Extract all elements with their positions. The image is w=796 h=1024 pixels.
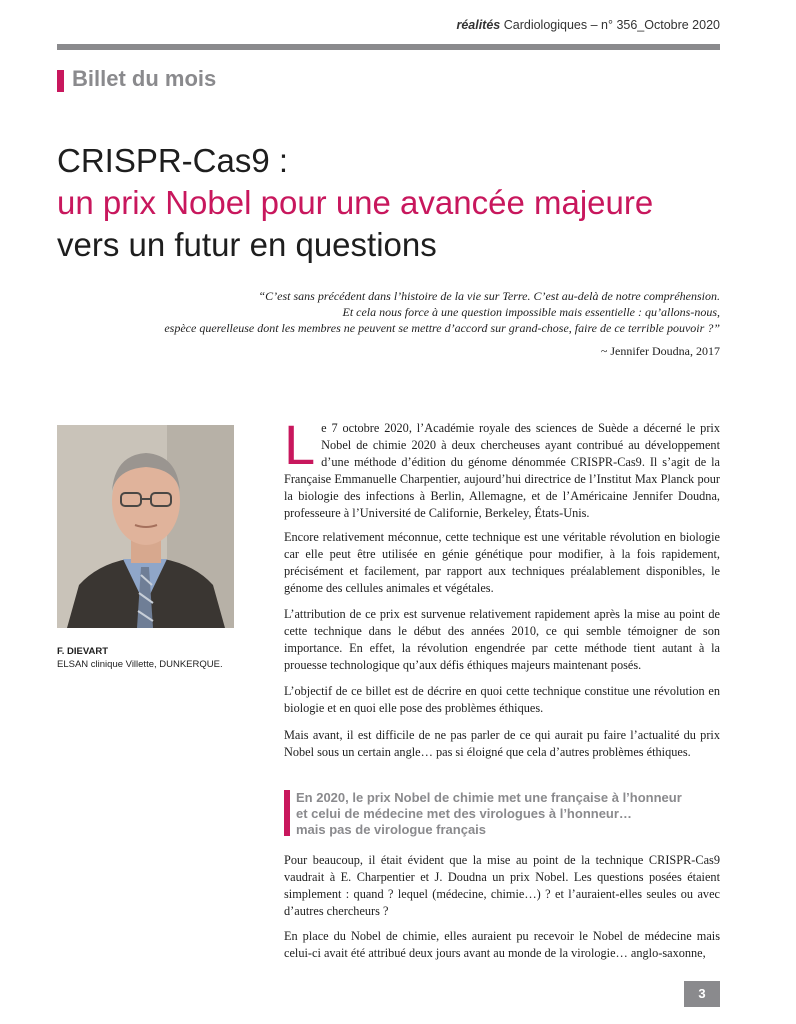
page-number: 3 (684, 981, 720, 1007)
paragraph-7 (284, 928, 720, 962)
pull-quote-line-1: En 2020, le prix Nobel de chimie met une française à l’honneur (296, 790, 682, 805)
top-rule (57, 44, 720, 50)
paragraph-5-text: Mais avant, il est difficile de ne pas parler de ce qui aurait pu faire l’actualité du prix Nobel sous un certain angle… pas si éloigné que cela d’autres problèmes éthiques. (284, 728, 720, 759)
title-line-2: un prix Nobel pour une avancée majeure (57, 184, 654, 221)
epigraph-line-1: “C’est sans précédent dans l’histoire de la vie sur Terre. C’est au-delà de notre compréhension. (258, 289, 720, 303)
pull-quote-accent-bar (284, 790, 290, 836)
author-affiliation: ELSAN clinique Villette, DUNKERQUE. (57, 659, 223, 670)
article-title (57, 140, 737, 266)
paragraph-3-text: L’attribution de ce prix est survenue relativement rapidement après la mise au point de cette technique dans le début des années 2010, ce qui semble témoigner de son importance. En effet, la révolution engendrée par cette méthode tient autant à la prouesse technologique qu’aux défis éthiques majeurs maintenant posés. (284, 607, 720, 672)
drop-cap: L (284, 413, 316, 476)
paragraph-2-text: Encore relativement méconnue, cette technique est une véritable révolution en biologie car elle peut être utilisée en génie génétique pour modifier, à la fois rapidement, précisément et facilement, par rapport aux techniques préalablement disponibles, le génome des cellules animales et végétales. (284, 530, 720, 595)
epigraph-author: ~ Jennifer Doudna, 2017 (600, 344, 720, 358)
journal-header (456, 18, 720, 32)
paragraph-3 (284, 606, 720, 674)
paragraph-2 (284, 529, 720, 597)
journal-brand: réalités (456, 18, 501, 32)
paragraph-1-text: e 7 octobre 2020, l’Académie royale des sciences de Suède a décerné le prix Nobel de chimie 2020 à deux chercheuses ayant contribué au développement d’une méthode d’édition du génome dénommée CRISPR-Cas9. Il s’agit de la Française Emmanuelle Charpentier, aujourd’hui directrice de l’Institut Max Planck pour la biologie des infections à Berlin, Allemagne, et de l’Américaine Jennifer Doudna, professeure à l’Université de Californie, Berkeley, États-Unis. (284, 421, 720, 520)
epigraph-line-3: espèce querelleuse dont les membres ne peuvent se mettre d’accord sur grand-chose, faire de ce terrible pouvoir ?” (164, 321, 720, 335)
pull-quote (296, 790, 716, 838)
epigraph-line-2: Et cela nous force à une question impossible mais essentielle : qu’allons-nous, (342, 305, 720, 319)
author-name: F. DIEVART (57, 646, 109, 657)
author-photo (57, 425, 234, 628)
section-accent-bar (57, 70, 64, 92)
title-line-3: vers un futur en questions (57, 226, 437, 263)
section-label: Billet du mois (72, 66, 217, 91)
paragraph-6 (284, 852, 720, 920)
paragraph-4 (284, 683, 720, 717)
paragraph-1 (284, 413, 720, 522)
author-portrait-icon (57, 425, 234, 628)
paragraph-7-text: En place du Nobel de chimie, elles auraient pu recevoir le Nobel de médecine mais celui-ci avait été attribué deux jours avant au monde de la virologie… anglo-saxonne, (284, 929, 720, 960)
paragraph-6-text: Pour beaucoup, il était évident que la mise au point de la technique CRISPR-Cas9 vaudrait à E. Charpentier et J. Doudna un prix Nobel. Les questions posées étaient simplement : quand ? lequel (médecine, chimie…) ? et l’auraient-elles seules ou avec d’autres chercheurs ? (284, 853, 720, 918)
epigraph (100, 288, 720, 336)
journal-issue: Cardiologiques – n° 356_Octobre 2020 (503, 18, 720, 32)
title-line-1: CRISPR-Cas9 : (57, 142, 289, 179)
pull-quote-line-2: et celui de médecine met des virologues à l’honneur… (296, 806, 632, 821)
paragraph-4-text: L’objectif de ce billet est de décrire en quoi cette technique constitue une révolution en biologie et en quoi elle pose des problèmes éthiques. (284, 684, 720, 715)
paragraph-5 (284, 727, 720, 761)
pull-quote-line-3: mais pas de virologue français (296, 822, 487, 837)
